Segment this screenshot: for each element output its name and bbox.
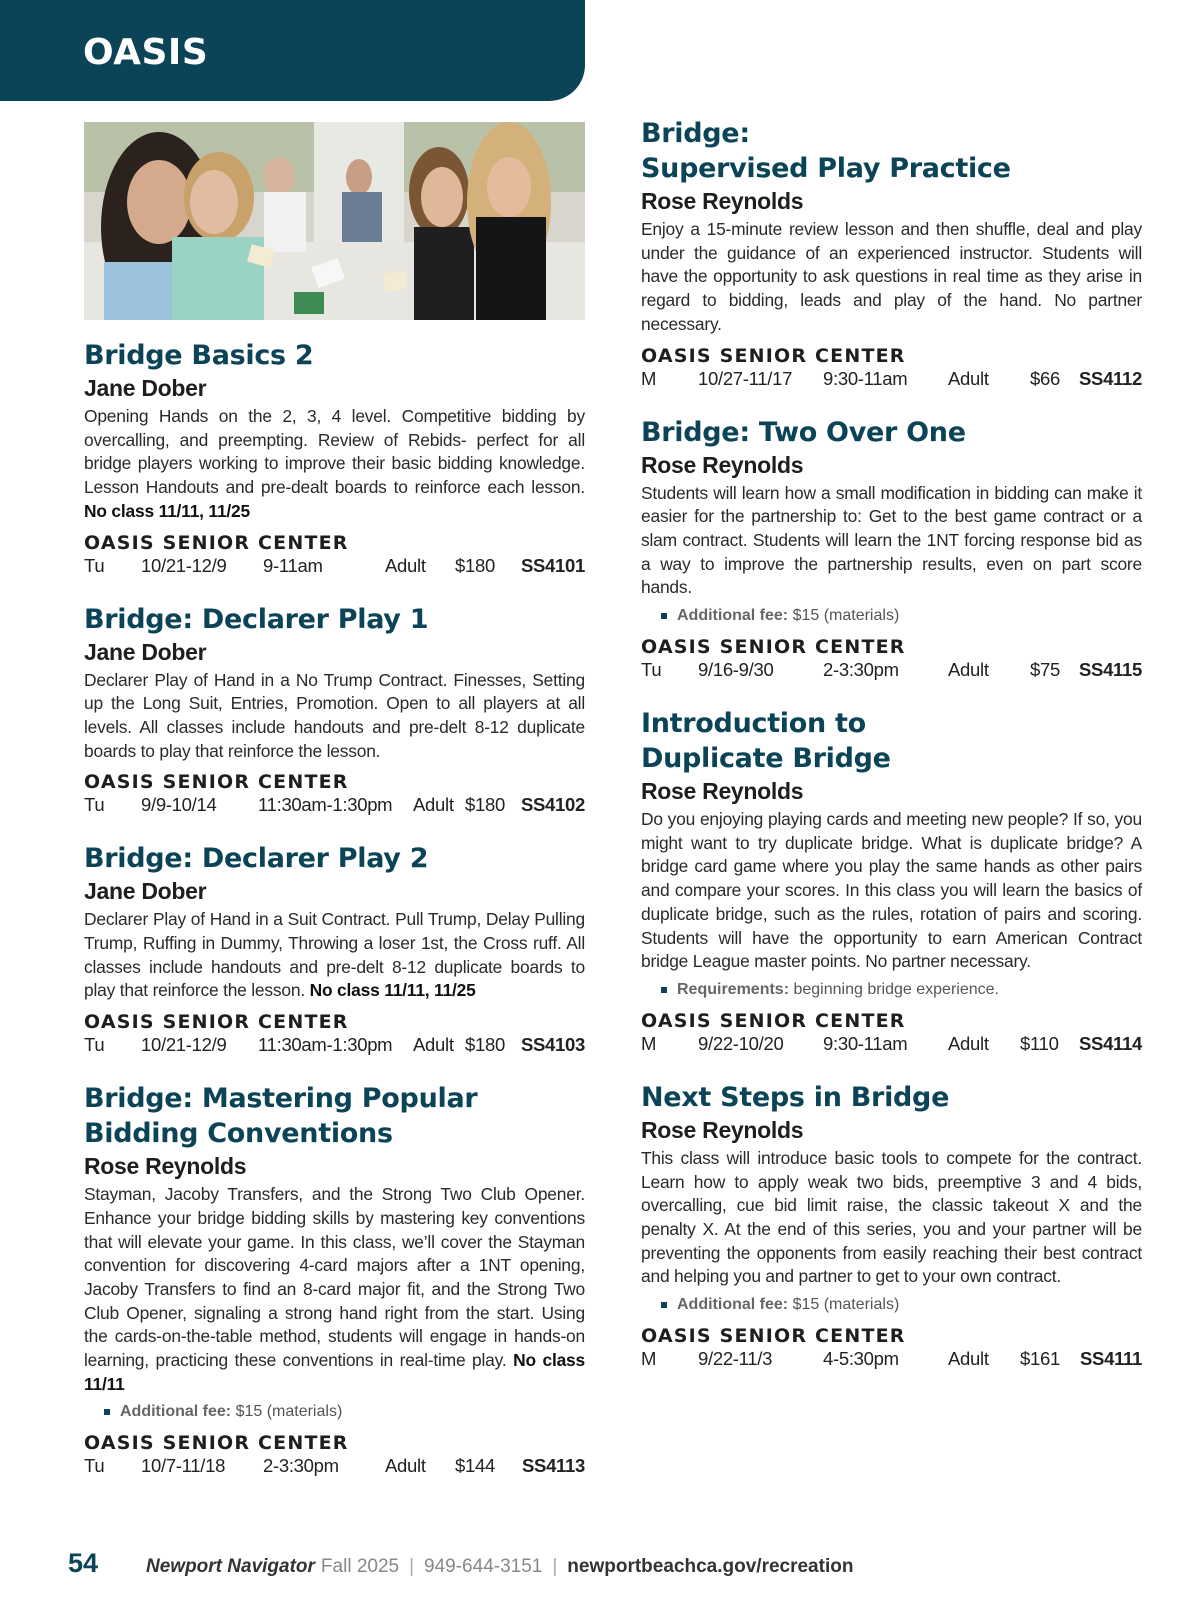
- course-location: OASIS SENIOR CENTER: [641, 1325, 906, 1348]
- section-header-tab: [0, 0, 585, 101]
- course-fee: $180: [455, 554, 495, 576]
- bullet-square-icon: [661, 987, 667, 993]
- course-code: SS4114: [1078, 1032, 1142, 1054]
- page-number: 54: [68, 1548, 99, 1578]
- course-day: Tu: [641, 659, 662, 681]
- course-location: OASIS SENIOR CENTER: [641, 1009, 906, 1032]
- course-fee: $75: [1030, 659, 1060, 681]
- course-title: Bridge: Declarer Play 2: [84, 843, 429, 875]
- course-description: This class will introduce basic tools to compete for the contract. Learn how to apply weak two bids, preemptive 3 and 4 bids, overcalling, cue bid limit raise, the classic takeout X and the penalty X. At the end of this series, you and your partner will be preventing the opponents from easily reaching their best contract and helping you and partner to get to your own contract.: [641, 1147, 1142, 1287]
- course-age: Adult: [948, 659, 989, 681]
- course-title: Bridge Basics 2: [84, 340, 314, 371]
- publication-name: Newport Navigator: [146, 1556, 315, 1577]
- course-title: Bridge: Supervised Play Practice: [641, 118, 1011, 184]
- course-dates: 9/9-10/14: [141, 794, 217, 816]
- course-title: Bridge: Declarer Play 1: [84, 603, 429, 635]
- course-description: Enjoy a 15-minute review lesson and then shuffle, deal and play under the guidance of an experienced instructor. Students will have the opportunity to ask questions in real time as they arise in regard to bidding, leads and play of the hand. No partner necessary.: [641, 219, 1142, 334]
- course-schedule: [84, 793, 585, 817]
- course-fee: $110: [1020, 1032, 1059, 1054]
- course-day: M: [641, 367, 657, 389]
- publication-season: Fall 2025: [320, 1556, 400, 1577]
- course-time: 4-5:30pm: [823, 1348, 899, 1370]
- course-age: Adult: [948, 1032, 989, 1054]
- course-fee: $180: [465, 794, 505, 816]
- section-title: OASIS: [83, 32, 209, 73]
- course-time: 9-11am: [263, 554, 323, 576]
- course-note: No class 11/11, 11/25: [309, 980, 476, 1001]
- course-instructor: Rose Reynolds: [641, 1116, 804, 1143]
- course-time: 9:30-11am: [823, 367, 908, 389]
- course-schedule: [641, 1032, 1142, 1056]
- page-footer: [68, 1548, 1168, 1588]
- course-instructor: Rose Reynolds: [641, 188, 804, 214]
- course-schedule: [84, 1454, 585, 1478]
- course-fee: $180: [465, 1034, 505, 1056]
- course-listing: [84, 602, 585, 818]
- course-note: No class 11/11, 11/25: [84, 500, 250, 521]
- course-note: No class 11/11: [84, 1350, 585, 1394]
- course-time: 11:30am-1:30pm: [258, 1034, 393, 1056]
- course-age: Adult: [948, 1348, 989, 1370]
- course-dates: 10/21-12/9: [141, 1034, 227, 1056]
- course-listing: [84, 841, 585, 1057]
- course-schedule: [84, 554, 585, 578]
- course-code: SS4115: [1078, 659, 1142, 681]
- left-column: [84, 338, 585, 1502]
- course-listing: [84, 1081, 585, 1478]
- course-dates: 10/21-12/9: [141, 554, 227, 576]
- course-age: Adult: [413, 1034, 454, 1056]
- course-description: Do you enjoying playing cards and meeting new people? If so, you might want to try duplicate bridge. What is duplicate bridge? A bridge card game where you play the same hands as other pairs and compare your scores. In this class you will learn the basics of duplicate bridge, such as the rules, rotation of pairs and scoring. Students will have the opportunity to earn American Contract bridge League master points. No partner necessary.: [641, 809, 1142, 972]
- course-fee: $66: [1030, 367, 1060, 389]
- course-fee: $144: [455, 1455, 495, 1477]
- course-instructor: Rose Reynolds: [641, 778, 804, 805]
- course-additional-fee: Additional fee: $15 (materials): [104, 1400, 585, 1424]
- course-title: Bridge: Mastering Popular Bidding Conventions: [84, 1083, 478, 1150]
- course-dates: 9/22-11/3: [698, 1348, 773, 1370]
- course-code: SS4113: [521, 1455, 585, 1477]
- course-instructor: Rose Reynolds: [84, 1153, 247, 1180]
- course-description: Declarer Play of Hand in a Suit Contract. Pull Trump, Delay Pulling Trump, Ruffing in Dummy, Throwing a loser 1st, the Cross ruff. All classes include handouts and pre-delt 8-12 duplicate boards to play that reinforce the lesson. No class 11/11, 11/25: [84, 909, 585, 1001]
- course-listing: [641, 415, 1142, 683]
- course-listing: [641, 116, 1142, 391]
- course-schedule: [84, 1033, 585, 1057]
- footer-separator: |: [409, 1556, 415, 1577]
- course-additional-fee: Additional fee: $15 (materials): [661, 1293, 1142, 1317]
- course-code: SS4111: [1080, 1348, 1142, 1370]
- course-day: M: [641, 1032, 657, 1054]
- course-schedule: [641, 1347, 1142, 1371]
- course-location: OASIS SENIOR CENTER: [641, 344, 906, 367]
- course-fee: $161: [1020, 1348, 1060, 1370]
- course-code: SS4102: [520, 794, 585, 816]
- course-time: 9:30-11am: [823, 1032, 908, 1054]
- course-day: Tu: [84, 1034, 105, 1056]
- course-title: Bridge: Two Over One: [641, 416, 966, 448]
- course-dates: 9/16-9/30: [698, 659, 774, 681]
- bullet-square-icon: [661, 613, 667, 619]
- course-location: OASIS SENIOR CENTER: [84, 531, 349, 554]
- course-description: Students will learn how a small modification in bidding can make it easier for the partnership to: Get to the best game contract or a slam contract. Students will learn the 1NT forcing response bid as a way to improve the partnership results, even on part score hands.: [641, 482, 1142, 598]
- course-time: 2-3:30pm: [823, 659, 899, 681]
- course-dates: 10/27-11/17: [698, 367, 793, 389]
- course-code: SS4112: [1078, 367, 1142, 389]
- right-column: [641, 116, 1142, 1395]
- bullet-square-icon: [104, 1409, 110, 1415]
- course-time: 11:30am-1:30pm: [258, 794, 393, 816]
- course-title: Introduction to Duplicate Bridge: [641, 708, 891, 775]
- course-requirements: Requirements: beginning bridge experience.: [661, 978, 1142, 1002]
- footer-separator: |: [552, 1556, 558, 1577]
- phone-number: 949-644-3151: [424, 1556, 543, 1577]
- course-instructor: Rose Reynolds: [641, 451, 804, 478]
- website-link[interactable]: newportbeachca.gov/recreation: [567, 1556, 854, 1577]
- bullet-square-icon: [661, 1302, 667, 1308]
- course-description: Stayman, Jacoby Transfers, and the Strong Two Club Opener. Enhance your bridge bidding skills by mastering key conventions that will elevate your game. In this class, we’ll cover the Stayman convention for discovering 4-card majors after a 1NT opening, Jacoby Transfers to find an 8-card major fit, and the Strong Two Club Opener, signaling a strong hand right from the start. Using the cards-on-the-table method, students will engage in hands-on learning, practicing these conventions in real-time play. No class 11/11: [84, 1184, 585, 1394]
- course-title: Next Steps in Bridge: [641, 1081, 950, 1113]
- course-day: Tu: [84, 794, 105, 816]
- course-age: Adult: [385, 554, 426, 576]
- course-instructor: Jane Dober: [84, 638, 207, 665]
- course-location: OASIS SENIOR CENTER: [641, 636, 906, 659]
- course-time: 2-3:30pm: [263, 1455, 339, 1477]
- course-listing: [84, 338, 585, 578]
- course-schedule: [641, 658, 1142, 682]
- course-schedule: [641, 367, 1142, 391]
- photo-illustration: [84, 122, 585, 320]
- course-description: Opening Hands on the 2, 3, 4 level. Competitive bidding by overcalling, and preempting. Review of Rebids- perfect for all bridge players working to improve their basic bidding knowledge. Lesson Handouts and pre-dealt boards to reinforce each lesson. No class 11/11, 11/25: [84, 406, 585, 521]
- course-listing: [641, 706, 1142, 1056]
- course-location: OASIS SENIOR CENTER: [84, 771, 349, 794]
- course-description: Declarer Play of Hand in a No Trump Contract. Finesses, Setting up the Long Suit, Entries, Promotion. Open to all players at all levels. All classes include handouts and pre-delt 8-12 duplicate boards to play that reinforce the lesson.: [84, 669, 585, 761]
- course-day: Tu: [84, 1455, 105, 1477]
- course-instructor: Jane Dober: [84, 878, 207, 905]
- course-day: M: [641, 1348, 657, 1370]
- course-location: OASIS SENIOR CENTER: [84, 1011, 349, 1034]
- course-additional-fee: Additional fee: $15 (materials): [661, 604, 1142, 628]
- course-location: OASIS SENIOR CENTER: [84, 1432, 349, 1455]
- course-code: SS4103: [520, 1034, 585, 1056]
- course-listing: [641, 1080, 1142, 1371]
- course-age: Adult: [948, 367, 989, 389]
- course-code: SS4101: [520, 554, 585, 576]
- course-age: Adult: [413, 794, 454, 816]
- course-dates: 10/7-11/18: [141, 1455, 226, 1477]
- course-dates: 9/22-10/20: [698, 1032, 784, 1054]
- course-instructor: Jane Dober: [84, 375, 207, 401]
- bridge-players-photo: [84, 122, 585, 320]
- course-day: Tu: [84, 554, 105, 576]
- course-age: Adult: [385, 1455, 426, 1477]
